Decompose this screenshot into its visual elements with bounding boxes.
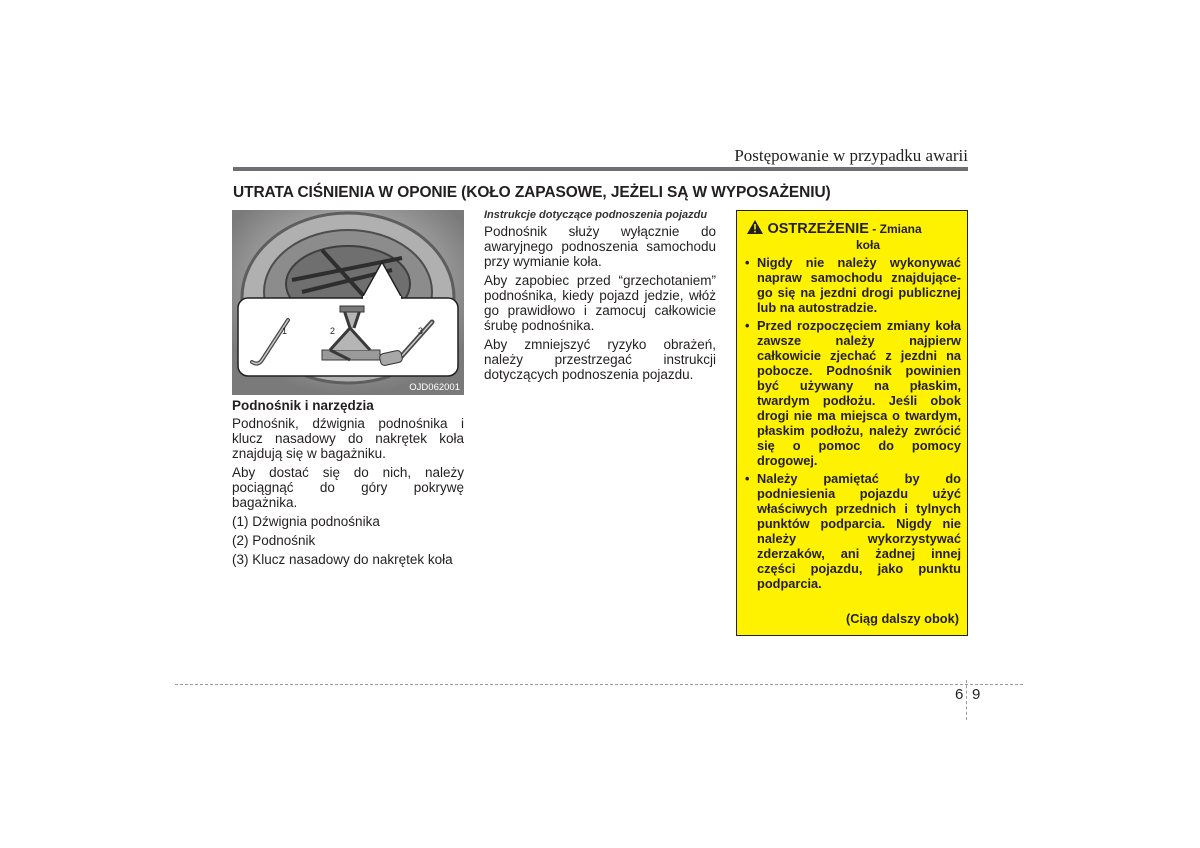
warning-item-text: Przed rozpoczęciem zmiany koła zawsze należy najpierw całkowicie zjechać z jezdni na pobocze. Podnośnik powinien być używany na płaskim, twardym podłożu. Jeśli obok drogi nie ma miejsca o twardym, płaskim podłożu, należy zwrócić się o pomoc do pomocy drogowej. — [757, 318, 961, 468]
warning-label: OSTRZEŻENIE — [767, 221, 869, 237]
header-rule — [233, 167, 968, 171]
bullet-icon: • — [745, 255, 750, 270]
warning-item-text: Nigdy nie należy wykonywać napraw samochodu znajdujące- go się na jezdni drogi publicznej lub na autostradzie. — [757, 255, 961, 315]
warning-triangle-icon — [747, 220, 763, 234]
left-column — [232, 398, 464, 571]
warning-item — [745, 255, 961, 315]
bullet-icon: • — [745, 318, 750, 333]
page-number-divider — [966, 680, 967, 720]
callout-2: 2 — [330, 326, 336, 336]
trunk-photo-illustration — [232, 210, 464, 395]
callout-1: 1 — [282, 326, 288, 336]
paragraph: Aby zapobiec przed “grzechotaniem” podnośnika, kiedy pojazd jedzie, włóż go prawidłowo i zamocuj całkowicie śrubę podnośnika. — [484, 273, 716, 333]
warning-item — [745, 318, 961, 468]
warning-sep: - — [868, 222, 880, 236]
warning-item-text: Należy pamiętać by do podniesienia pojazdu użyć właściwych przednich i tylnych punktów podparcia. Nigdy nie należy wykorzystywać zderzaków, ani żadnej innej części pojazdu, jako punktu podparcia. — [757, 471, 961, 591]
tool-list-item: (3) Klucz nasadowy do nakrętek koła — [232, 552, 453, 567]
warning-subtitle: Zmiana — [879, 222, 922, 236]
warning-item — [745, 471, 961, 591]
jack-tools-heading: Podnośnik i narzędzia — [232, 398, 374, 413]
warning-list — [745, 255, 961, 594]
paragraph: Aby zmniejszyć ryzyko obrażeń, należy przestrzegać instrukcji dotyczących podnoszenia pojazdu. — [484, 337, 716, 382]
continued-note: (Ciąg dalszy obok) — [845, 611, 959, 626]
running-header-title: Postępowanie w przypadku awarii — [734, 146, 968, 165]
footer-rule — [175, 684, 1023, 685]
tool-list-item: (1) Dźwignia podnośnika — [232, 514, 380, 529]
page-number: 9 — [972, 686, 981, 703]
paragraph: Podnośnik, dźwignia podnośnika i klucz nasadowy do nakrętek koła znajdują się w bagażniku. — [232, 416, 464, 461]
chapter-number: 6 — [955, 686, 964, 703]
warning-box — [736, 210, 968, 636]
figure-code: OJD062001 — [409, 382, 460, 393]
callout-3: 3 — [418, 326, 424, 336]
section-title: UTRATA CIŚNIENIA W OPONIE (KOŁO ZAPASOWE, JEŻELI SĄ W WYPOSAŻENIU) — [233, 184, 831, 201]
jack-and-tools-figure — [232, 210, 464, 395]
paragraph: Aby dostać się do nich, należy pociągnąć do góry pokrywę bagażnika. — [232, 465, 464, 510]
middle-column — [484, 209, 716, 386]
bullet-icon: • — [745, 471, 750, 486]
paragraph: Podnośnik służy wyłącznie do awaryjnego podnoszenia samochodu przy wymianie koła. — [484, 224, 716, 269]
warning-subtitle-line2: koła — [855, 238, 880, 252]
warning-header — [747, 220, 961, 252]
lifting-instructions-heading: Instrukcje dotyczące podnoszenia pojazdu — [484, 209, 708, 221]
tool-list-item: (2) Podnośnik — [232, 533, 316, 548]
